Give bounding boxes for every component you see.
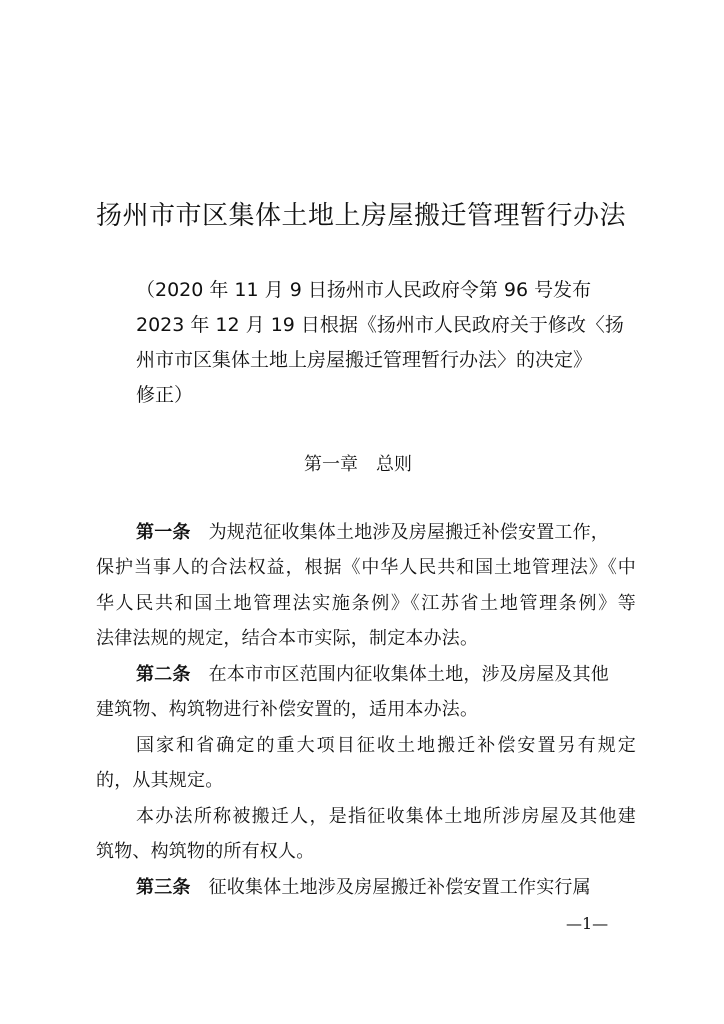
revision-note-line-2: 2023 年 12 月 19 日根据《扬州市人民政府关于修改〈扬 [136, 314, 624, 336]
article-1-label: 第一条 [136, 522, 191, 543]
article-1-line-1 [136, 520, 636, 546]
article-1-line-2: 保护当事人的合法权益，根据《中华人民共和国土地管理法》《中 [96, 557, 636, 578]
revision-note-line-3: 州市市区集体土地上房屋搬迁管理暂行办法〉的决定》 [136, 349, 593, 371]
article-3-line-1 [136, 875, 636, 901]
article-2-para-3-line-1: 本办法所称被搬迁人，是指征收集体土地所涉房屋及其他建 [136, 806, 636, 827]
revision-note-line-1: （2020 年 11 月 9 日扬州市人民政府令第 96 号发布 [136, 279, 592, 301]
article-1-line-4: 法律法规的规定，结合本市实际，制定本办法。 [96, 628, 479, 649]
article-2-para-3-line-2: 筑物、构筑物的所有权人。 [96, 841, 315, 862]
article-1-line-3: 华人民共和国土地管理法实施条例》《江苏省土地管理条例》等 [96, 593, 636, 614]
article-2-para-2-line-1: 国家和省确定的重大项目征收土地搬迁补偿安置另有规定 [136, 735, 636, 756]
article-1-text-1: 为规范征收集体土地涉及房屋搬迁补偿安置工作， [208, 522, 610, 543]
article-2-line-2: 建筑物、构筑物进行补偿安置的，适用本办法。 [96, 699, 479, 720]
article-3-label: 第三条 [136, 877, 191, 898]
article-2-para-2-line-2: 的，从其规定。 [96, 770, 224, 791]
article-3-text-1: 征收集体土地涉及房屋搬迁补偿安置工作实行属 [208, 877, 591, 898]
article-2-label: 第二条 [136, 664, 191, 685]
chapter-heading: 第一章 总则 [304, 454, 412, 475]
document-title: 扬州市市区集体土地上房屋搬迁管理暂行办法 [96, 201, 627, 231]
revision-note-line-4: 修正） [136, 384, 194, 406]
page-number: —1— [566, 914, 609, 933]
article-2-text-1: 在本市市区范围内征收集体土地，涉及房屋及其他 [208, 664, 610, 685]
article-2-line-1 [136, 662, 636, 688]
